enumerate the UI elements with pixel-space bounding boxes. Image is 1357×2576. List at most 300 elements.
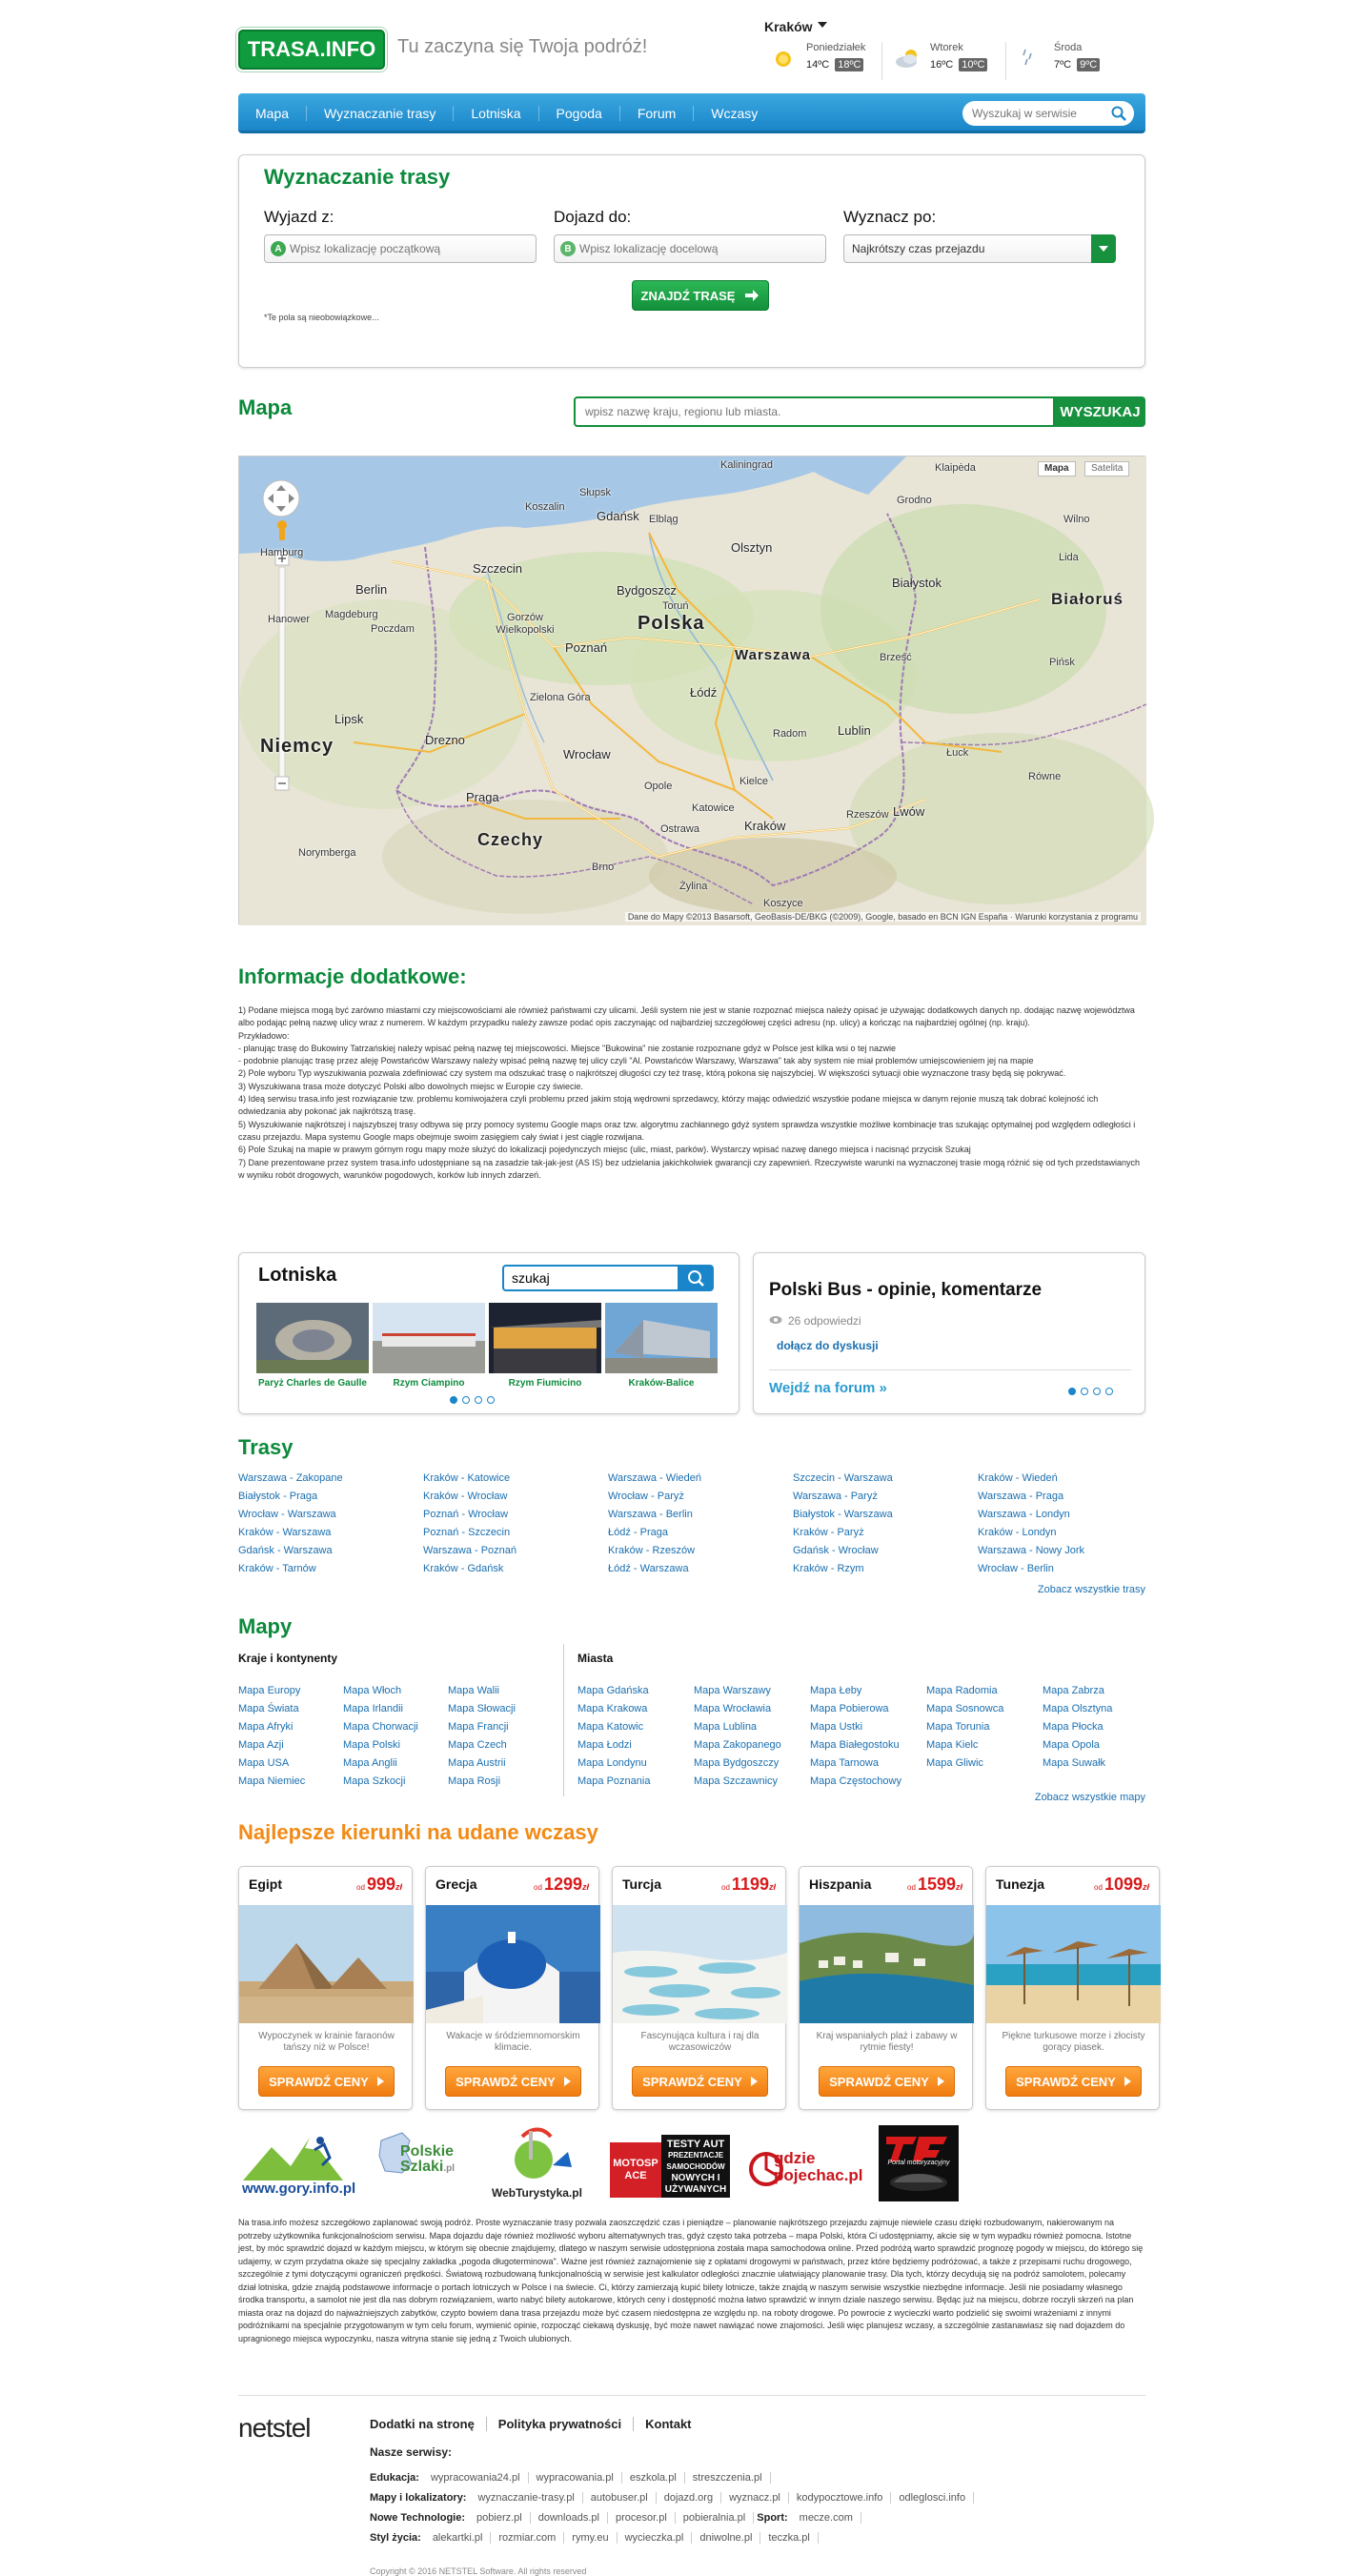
price-currency: zł bbox=[395, 1882, 402, 1892]
price-prefix: od bbox=[907, 1883, 916, 1892]
airport-photo bbox=[256, 1303, 369, 1373]
price-value: 1299 bbox=[543, 1875, 582, 1894]
map-link[interactable]: Mapa Sosnowca bbox=[926, 1703, 1004, 1714]
service-group bbox=[757, 2512, 861, 2524]
info-line: 5) Wyszukiwanie najkrótszej i najszybszej trasy odbywa się przy pomocy systemu Google maps oraz tzw. algorytmu zachłannego gdyż system sprawdza wszystkie możliwe kombinacje tras szukając optymalnej pod względem odległości i czasu przejazdu. Mapa systemu Google maps obejmuje swoim zasięgiem cały świat i jest ciągle rozwijana. bbox=[238, 1119, 1136, 1142]
route-link[interactable]: Poznań - Szczecin bbox=[423, 1527, 511, 1538]
map-link[interactable]: Mapa Suwałk bbox=[1043, 1757, 1106, 1769]
service-group-label: Nowe Technologie: bbox=[370, 2512, 466, 2524]
destination-photo bbox=[800, 1905, 974, 2023]
map-attribution: Dane do Mapy ©2013 Basarsoft, GeoBasis-DE/BKG (©2009), Google, basado en BCN IGN España · Warunki korzystania z programu bbox=[625, 912, 1141, 922]
szlaki-logo-text bbox=[400, 2144, 467, 2177]
map-link[interactable]: Mapa Irlandii bbox=[343, 1703, 403, 1714]
partner-logo-motospace[interactable] bbox=[610, 2123, 730, 2203]
map-label-city: Żylina bbox=[679, 881, 708, 892]
destination-price bbox=[907, 1875, 962, 1895]
route-link[interactable]: Poznań - Wrocław bbox=[423, 1509, 509, 1520]
check-prices-label: SPRAWDŹ CENY bbox=[642, 2074, 742, 2089]
services-list bbox=[370, 2468, 1094, 2548]
map-label-city: Klaipėda bbox=[935, 462, 976, 474]
webturystyka-logo-text: WebTurystyka.pl bbox=[492, 2186, 582, 2200]
routes-column bbox=[238, 1470, 410, 1578]
map-link[interactable]: Mapa Bydgoszczy bbox=[694, 1757, 780, 1769]
route-link[interactable]: Warszawa - Praga bbox=[978, 1491, 1064, 1502]
carousel-dot[interactable] bbox=[462, 1396, 470, 1404]
map-label-city: Praga bbox=[466, 790, 499, 804]
destinations-title: Najlepsze kierunki na udane wczasy bbox=[238, 1820, 598, 1844]
partner-logo-motoportal[interactable] bbox=[879, 2123, 959, 2203]
destination-price bbox=[356, 1875, 402, 1895]
airports-search-button[interactable] bbox=[679, 1265, 714, 1291]
play-icon bbox=[377, 2077, 384, 2086]
route-mode-select[interactable] bbox=[843, 234, 1116, 263]
map-label-city: Opole bbox=[644, 781, 673, 792]
check-prices-label: SPRAWDŹ CENY bbox=[456, 2074, 556, 2089]
info-line: 6) Pole Szukaj na mapie w prawym górnym rogu mapy może służyć do lokalizacji pojedynczych miejsc (ulic, miast, parków). Wystarczy wpisać nazwę danego miejsca i nacisnąć przycisk Szukaj bbox=[238, 1145, 971, 1155]
destination-card bbox=[799, 1866, 973, 2110]
map-link[interactable]: Mapa Warszawy bbox=[694, 1685, 771, 1696]
arrow-right-icon bbox=[744, 289, 760, 302]
carousel-dot[interactable] bbox=[1105, 1388, 1113, 1395]
routes-column bbox=[423, 1470, 595, 1578]
weather-day-name: Środa bbox=[1054, 42, 1083, 53]
map-label-city: Lipsk bbox=[334, 712, 364, 726]
route-link[interactable]: Białystok - Praga bbox=[238, 1491, 318, 1502]
route-link[interactable]: Kraków - Londyn bbox=[978, 1527, 1057, 1538]
route-link[interactable]: Warszawa - Berlin bbox=[608, 1509, 693, 1520]
destination-photo bbox=[239, 1905, 414, 2023]
partner-logo-webturystyka[interactable] bbox=[484, 2123, 589, 2203]
map-label-city: Koszalin bbox=[525, 501, 565, 513]
route-link[interactable]: Kraków - Katowice bbox=[423, 1472, 511, 1484]
map-link[interactable]: Mapa Płocka bbox=[1043, 1721, 1104, 1733]
map-link[interactable]: Mapa Szczawnicy bbox=[694, 1775, 779, 1787]
price-value: 1199 bbox=[731, 1875, 769, 1894]
route-link[interactable]: Łódź - Praga bbox=[608, 1527, 668, 1538]
route-link[interactable]: Wrocław - Paryż bbox=[608, 1491, 684, 1502]
service-link[interactable]: dojazd.org bbox=[657, 2492, 721, 2504]
map-link[interactable]: Mapa Gdańska bbox=[577, 1685, 649, 1696]
map-label-city: Pińsk bbox=[1049, 657, 1075, 668]
airport-card[interactable] bbox=[373, 1303, 485, 1389]
weather-city-select[interactable] bbox=[764, 19, 827, 34]
footer-link-kontakt[interactable]: Kontakt bbox=[645, 2417, 692, 2431]
weather-temp-day: 16ºC bbox=[930, 59, 954, 71]
route-link[interactable]: Warszawa - Londyn bbox=[978, 1509, 1070, 1520]
nav-item-forum[interactable]: Forum bbox=[620, 106, 694, 121]
gdziepojechac-logo-text bbox=[774, 2150, 863, 2184]
route-link[interactable]: Gdańsk - Warszawa bbox=[238, 1545, 333, 1556]
map-link[interactable]: Mapa Europy bbox=[238, 1685, 301, 1696]
price-currency: zł bbox=[1142, 1882, 1149, 1892]
destination-price bbox=[534, 1875, 589, 1895]
forum-topic-title[interactable]: Polski Bus - opinie, komentarze bbox=[769, 1280, 1043, 1300]
testy-line: UŻYWANYCH bbox=[664, 2184, 727, 2195]
sun-icon bbox=[770, 46, 799, 71]
route-link[interactable]: Kraków - Paryż bbox=[793, 1527, 864, 1538]
map-link[interactable]: Mapa Zabrza bbox=[1043, 1685, 1104, 1696]
weather-temp-day: 7ºC bbox=[1054, 59, 1072, 71]
route-link[interactable]: Kraków - Wrocław bbox=[423, 1491, 508, 1502]
testy-aut-logo bbox=[661, 2135, 730, 2198]
map-link[interactable]: Mapa Zakopanego bbox=[694, 1739, 781, 1751]
eye-icon bbox=[769, 1315, 782, 1325]
play-icon bbox=[938, 2077, 944, 2086]
service-group-label: Styl życia: bbox=[370, 2532, 421, 2544]
map-link[interactable]: Mapa Francji bbox=[448, 1721, 509, 1733]
route-link[interactable]: Łódź - Warszawa bbox=[608, 1563, 689, 1574]
destination-name: Turcja bbox=[622, 1876, 661, 1892]
carousel-dot[interactable] bbox=[475, 1396, 482, 1404]
route-link[interactable]: Warszawa - Paryż bbox=[793, 1491, 878, 1502]
map-link[interactable]: Mapa Azji bbox=[238, 1739, 284, 1751]
map-link[interactable]: Mapa Chorwacji bbox=[343, 1721, 418, 1733]
search-icon[interactable] bbox=[1110, 105, 1127, 122]
route-link[interactable]: Warszawa - Nowy Jork bbox=[978, 1545, 1085, 1556]
szlaki-logo-suffix: .pl bbox=[443, 2163, 456, 2174]
info-line: 4) Ideą serwisu trasa.info jest rozwiązanie tzw. problemu komiwojażera czyli problemu przed jakim stoją wędrowni sprzedawcy, którzy mając odwiedzić wszystkie podane miejsca w danym rejonie muszą tak dobrać kolejność ich odwiedzania aby pokonać jak najkrótszą trasę. bbox=[238, 1094, 1099, 1117]
maps-continents-column bbox=[343, 1682, 448, 1791]
map-link[interactable]: Mapa Rosji bbox=[448, 1775, 501, 1787]
map-label-city: Berlin bbox=[355, 582, 388, 597]
destination-desc: Piękne turkusowe morze i złocisty gorący piasek. bbox=[1002, 2031, 1145, 2053]
price-currency: zł bbox=[768, 1882, 776, 1892]
route-link[interactable]: Kraków - Tarnów bbox=[238, 1563, 316, 1574]
airport-name: Paryż Charles de Gaulle bbox=[258, 1378, 367, 1389]
forum-reply-count: 26 odpowiedzi bbox=[788, 1314, 861, 1328]
map-type-satellite-button[interactable]: Satelita bbox=[1084, 461, 1129, 477]
check-prices-button[interactable] bbox=[445, 2066, 581, 2097]
destination-price bbox=[721, 1875, 776, 1895]
map-label-city: Ostrawa bbox=[660, 823, 699, 835]
service-link[interactable]: wypracowania.pl bbox=[529, 2472, 622, 2484]
destination-card bbox=[985, 1866, 1160, 2110]
service-link[interactable]: odleglosci.info bbox=[891, 2492, 974, 2504]
szlaki-logo-name: Polskie Szlaki bbox=[400, 2143, 455, 2175]
map-link[interactable]: Mapa Krakowa bbox=[577, 1703, 648, 1714]
footer-link-polityka[interactable]: Polityka prywatności bbox=[487, 2417, 634, 2431]
carousel-dot[interactable] bbox=[450, 1396, 457, 1404]
map-label-city: Łódź bbox=[690, 685, 718, 700]
forum-go-link[interactable]: Wejdź na forum » bbox=[769, 1380, 887, 1396]
map-label-city: Słupsk bbox=[579, 487, 612, 498]
map-label-country: Niemcy bbox=[260, 736, 334, 757]
nav-item-wyznaczanie-trasy[interactable]: Wyznaczanie trasy bbox=[307, 106, 454, 121]
check-prices-label: SPRAWDŹ CENY bbox=[829, 2074, 929, 2089]
destination-photo bbox=[426, 1905, 600, 2023]
nav-item-lotniska[interactable]: Lotniska bbox=[454, 106, 538, 121]
map-link[interactable]: Mapa Opola bbox=[1043, 1739, 1100, 1751]
partner-logo-gdziepojechac[interactable] bbox=[745, 2123, 863, 2203]
netstel-logo[interactable] bbox=[238, 2413, 335, 2444]
map-label-city: Toruń bbox=[662, 600, 689, 612]
map-link[interactable]: Mapa Niemiec bbox=[238, 1775, 306, 1787]
map-link[interactable]: Mapa Białegostoku bbox=[810, 1739, 900, 1751]
route-link[interactable]: Kraków - Rzym bbox=[793, 1563, 864, 1574]
map-link[interactable]: Mapa Walii bbox=[448, 1685, 499, 1696]
seo-text: Na trasa.info możesz szczegółowo zaplanować swoją podróż. Proste wyznaczanie trasy pozwala zaoszczędzić czas i pieniądze – planowanie najkrótszego przejazdu zajmuje niewiele czasu dzięki rozbudowanym, nakierowanym na potrzeby użytkownika funkcjonalnościom serwisu. Mapa dojazdu daje również możliwość wyboru alternatywnych tras, gdyż często taka potrzeba – mapa Polski, która Ci udostępniamy, akcie się w tym wypadku również pomocna. Istotne jest, by móc sprawdzić dojazd w każdym miejscu, w którym się obecnie znajdujemy, dlatego w naszym serwisie udostępniona została mapa samochodowa online. Przed podróżą warto sprawdzić prognozę pogody w miejscu, do którego się udajemy, w czym przydatna okaże się specjalny zakładka „pogoda długoterminowa". Ważne jest również zaznajomienie się z opłatami drogowymi w państwach, przez które będziemy podróżować, a także z przepisami ruchu drogowego, szczególnie z tymi dotyczącymi ograniczeń prędkości. Światową rozbudowaną funkcjonalnością w serwisie jest kalkulator odległości znacznie ułatwiający planowanie trasy. Dla tych, którzy decydują się na podróż samolotem, polecamy dział lotniska, gdzie znajdą podstawowe informacje o portach lotniczych w Polsce i na świecie. Ci, którzy zamierzają kupić bilety lotnicze, także znajdą w naszym serwisie wszystkie niezbędne informacje. Jeśli nie posiadamy własnego środka transportu, a samolot nie jest dla nas dobrym rozwiązaniem, warto nabyć bilety autokarowe, których ceny i dostępność można łatwo sprawdzić w innym dziale naszego serwisu. Będąc już na miejscu, dobrze roczyli skrzeń na plan miasta oraz na dojazd do najważniejszych zabytków, czypto bowiem dana trasa przejazdu może być czasem niedostępna ze względu np. na roboty drogowe. Po powrocie z wycieczki warto podzielić się swoimi wrażeniami z innymi podróżnikami na specjalnie przygotowanym w tym celu forum, wymienić opinie, rozpocząć ciekawą dyskusję, być może nawet nawiązać nowe znajomości. Jeśli więc planujesz wczasy, a szczególnie zastanawiasz się nad dojazdem do upragnionego miejsca wypoczynku, nasza witryna stanie się jedną z Twoich ulubionych. bbox=[238, 2218, 1144, 2343]
airport-photo bbox=[489, 1303, 601, 1373]
rain-icon bbox=[1018, 46, 1046, 71]
map-label-city: Białystok bbox=[892, 576, 942, 590]
service-link[interactable]: eszkola.pl bbox=[622, 2472, 685, 2484]
footer-links bbox=[370, 2417, 703, 2431]
map-link[interactable]: Mapa Afryki bbox=[238, 1721, 294, 1733]
service-group-label: Edukacja: bbox=[370, 2472, 419, 2484]
mode-label: Wyznacz po: bbox=[843, 208, 937, 226]
route-link[interactable]: Warszawa - Poznań bbox=[423, 1545, 517, 1556]
service-group bbox=[370, 2492, 974, 2504]
price-currency: zł bbox=[581, 1882, 589, 1892]
price-value: 1599 bbox=[917, 1875, 956, 1894]
map-label-city: Norymberga bbox=[298, 847, 356, 859]
service-link[interactable]: procesor.pl bbox=[608, 2512, 676, 2524]
marker-a-icon: A bbox=[271, 241, 286, 256]
map-label-city: Poznań bbox=[565, 640, 608, 655]
map-link[interactable]: Mapa Austrii bbox=[448, 1757, 506, 1769]
map-link[interactable]: Mapa Włoch bbox=[343, 1685, 402, 1696]
maps-cities-column bbox=[810, 1682, 915, 1791]
nav-item-mapa[interactable]: Mapa bbox=[238, 106, 307, 121]
map-link[interactable]: Mapa Ustki bbox=[810, 1721, 863, 1733]
carousel-dot[interactable] bbox=[1081, 1388, 1088, 1395]
check-prices-button[interactable] bbox=[632, 2066, 768, 2097]
weather-temp-night: 9ºC bbox=[1077, 58, 1100, 71]
partner-logo-szlaki[interactable] bbox=[374, 2123, 469, 2203]
route-link[interactable]: Gdańsk - Wrocław bbox=[793, 1545, 879, 1556]
route-link[interactable]: Wrocław - Berlin bbox=[978, 1563, 1054, 1574]
service-link[interactable]: autobuser.pl bbox=[583, 2492, 657, 2504]
service-link[interactable]: alekartki.pl bbox=[425, 2532, 492, 2544]
service-link[interactable]: pobierz.pl bbox=[469, 2512, 531, 2524]
info-line: 1) Podane miejsca mogą być zarówno miastami czy miejscowościami ale również państwami czy ulicami. Jeśli system nie jest w stanie rozpoznać miejsca należy opisać je używając dodatkowych danych np. dodając nazwę województwa albo podając pełną nazwę ulicy wraz z numerem. W każdym przypadku należy zawsze podać opis zaczynając od najbardziej szczegółowej części adresu (np. ulicy) a kończąc na najbardziej ogólnej (np. kraju). bbox=[238, 1005, 1135, 1028]
service-link[interactable]: mecze.com bbox=[792, 2512, 861, 2524]
price-value: 1099 bbox=[1104, 1875, 1143, 1894]
map-search-button[interactable]: WYSZUKAJ bbox=[1055, 396, 1145, 427]
map-label-city: Warszawa bbox=[735, 647, 811, 663]
route-mode-value: Najkrótszy czas przejazdu bbox=[852, 242, 985, 255]
map-label-city: Łuck bbox=[946, 747, 969, 759]
map-link[interactable]: Mapa Londynu bbox=[577, 1757, 647, 1769]
route-link[interactable]: Kraków - Wiedeń bbox=[978, 1472, 1058, 1484]
nav-item-wczasy[interactable]: Wczasy bbox=[711, 106, 759, 121]
service-link[interactable]: rozmiar.com bbox=[491, 2532, 564, 2544]
testy-line: PREZENTACJE bbox=[667, 2151, 724, 2160]
info-text bbox=[238, 1004, 1145, 1182]
find-route-label: ZNAJDŹ TRASĘ bbox=[640, 288, 736, 303]
destination-desc: Fascynująca kultura i raj dla wczasowiczów bbox=[640, 2031, 760, 2053]
play-icon bbox=[1124, 2077, 1131, 2086]
service-link[interactable]: wypracowania24.pl bbox=[423, 2472, 529, 2484]
footer-link-dodatki[interactable]: Dodatki na stronę bbox=[370, 2417, 487, 2431]
service-group-label: Sport: bbox=[757, 2512, 788, 2524]
service-link[interactable]: downloads.pl bbox=[531, 2512, 608, 2524]
forum-join-link[interactable]: dołącz do dyskusji bbox=[777, 1339, 879, 1352]
nav-item-pogoda[interactable]: Pogoda bbox=[539, 106, 620, 121]
map-link[interactable]: Mapa Łodzi bbox=[577, 1739, 632, 1751]
airport-card[interactable] bbox=[605, 1303, 718, 1389]
map-link[interactable]: Mapa Katowic bbox=[577, 1721, 644, 1733]
check-prices-button[interactable] bbox=[1005, 2066, 1142, 2097]
map-type-map-button[interactable]: Mapa bbox=[1038, 461, 1076, 477]
map-label-city: Kielce bbox=[739, 776, 768, 787]
maps-title: Mapy bbox=[238, 1614, 293, 1638]
destination-name: Grecja bbox=[435, 1876, 477, 1892]
map-link[interactable]: Mapa Olsztyna bbox=[1043, 1703, 1113, 1714]
all-routes-link[interactable]: Zobacz wszystkie trasy bbox=[1037, 1584, 1145, 1595]
site-search-input[interactable] bbox=[962, 101, 1134, 126]
info-line: Przykładowo: bbox=[238, 1030, 290, 1041]
carousel-dot[interactable] bbox=[487, 1396, 495, 1404]
price-value: 999 bbox=[366, 1875, 395, 1894]
maps-cities-column bbox=[1043, 1682, 1147, 1773]
map-link[interactable]: Mapa Tarnowa bbox=[810, 1757, 879, 1769]
maps-divider bbox=[563, 1644, 564, 1796]
destination-desc: Kraj wspaniałych plaż i zabawy w rytmie fiesty! bbox=[816, 2031, 958, 2053]
service-link[interactable]: streszczenia.pl bbox=[685, 2472, 771, 2484]
airport-card[interactable] bbox=[256, 1303, 369, 1389]
airports-search-input[interactable] bbox=[502, 1265, 679, 1291]
service-link[interactable]: kodypocztowe.info bbox=[789, 2492, 892, 2504]
service-link[interactable]: rymy.eu bbox=[564, 2532, 617, 2544]
map-label-city: Grodno bbox=[897, 495, 932, 506]
check-prices-button[interactable] bbox=[819, 2066, 955, 2097]
maps-cities-column bbox=[926, 1682, 1031, 1773]
map-label-city: Zielona Góra bbox=[530, 692, 591, 703]
route-link[interactable]: Kraków - Gdańsk bbox=[423, 1563, 504, 1574]
gory-logo-text: www.gory.info.pl bbox=[242, 2180, 356, 2197]
check-prices-label: SPRAWDŹ CENY bbox=[1016, 2074, 1116, 2089]
all-maps-link[interactable]: Zobacz wszystkie mapy bbox=[1034, 1792, 1145, 1803]
map-link[interactable]: Mapa Pobierowa bbox=[810, 1703, 889, 1714]
motoportal-logo-text: Portal motoryzacyjny bbox=[887, 2160, 950, 2166]
route-link[interactable]: Wrocław - Warszawa bbox=[238, 1509, 336, 1520]
map-link[interactable]: Mapa Szkocji bbox=[343, 1775, 406, 1787]
price-prefix: od bbox=[534, 1883, 542, 1892]
weather-temp-night: 18ºC bbox=[835, 58, 863, 71]
find-route-button[interactable] bbox=[632, 280, 769, 311]
destination-card bbox=[238, 1866, 413, 2110]
testy-line: NOWYCH I bbox=[671, 2173, 720, 2183]
service-link[interactable]: pobieralnia.pl bbox=[676, 2512, 754, 2524]
service-link[interactable]: dniwolne.pl bbox=[692, 2532, 760, 2544]
routes-column bbox=[978, 1470, 1149, 1578]
route-link[interactable]: Warszawa - Zakopane bbox=[238, 1472, 343, 1484]
airport-photo bbox=[605, 1303, 718, 1373]
map-link[interactable]: Mapa Słowacji bbox=[448, 1703, 516, 1714]
info-line: 7) Dane prezentowane przez system trasa.info udostępniane są na zasadzie tak-jak-jest (AS IS) bez udzielania jakichkolwiek gwarancji czy zapewnień. Rzeczywiste warunki na wyznaczonej trasie mogą różnić się od tych przedstawianych w wyniku robót drogowych, warunków pogodowych, korków lub innych zdarzeń. bbox=[238, 1157, 1140, 1180]
map-link[interactable]: Mapa Świata bbox=[238, 1703, 299, 1714]
airport-name: Kraków-Balice bbox=[628, 1378, 695, 1389]
map-label-city: Bydgoszcz bbox=[617, 583, 677, 598]
map-link[interactable]: Mapa Polski bbox=[343, 1739, 400, 1751]
map-link[interactable]: Mapa Lublina bbox=[694, 1721, 758, 1733]
map-label-city: Brześć bbox=[880, 652, 912, 663]
maps-cities-label: Miasta bbox=[577, 1652, 614, 1665]
weather-day bbox=[1018, 42, 1142, 76]
weather-city: Kraków bbox=[764, 19, 813, 34]
destination-name: Hiszpania bbox=[809, 1876, 872, 1892]
carousel-dot[interactable] bbox=[1068, 1388, 1076, 1395]
route-link[interactable]: Kraków - Rzeszów bbox=[608, 1545, 696, 1556]
info-line: 2) Pole wyboru Typ wyszukiwania pozwala zdefiniować czy system ma odszukać trasę o najkrótszej długości czy też trasę, którą pokona się najszybciej. W większości sytuacji obie wyznaczone trasy będą się pokrywać. bbox=[238, 1068, 1066, 1079]
map-link[interactable]: Mapa Poznania bbox=[577, 1775, 651, 1787]
airport-name: Rzym Fiumicino bbox=[508, 1378, 582, 1389]
map-label-country: Polska bbox=[638, 613, 705, 634]
carousel-dot[interactable] bbox=[1093, 1388, 1101, 1395]
partly-cloudy-icon bbox=[894, 46, 922, 71]
map-link[interactable]: Mapa Wrocławia bbox=[694, 1703, 772, 1714]
service-link[interactable]: wyznaczanie-trasy.pl bbox=[470, 2492, 582, 2504]
service-group bbox=[370, 2532, 819, 2544]
map-label-city: Lublin bbox=[838, 723, 871, 738]
service-group bbox=[370, 2472, 771, 2484]
from-input[interactable] bbox=[290, 235, 533, 262]
map-link[interactable]: Mapa Torunia bbox=[926, 1721, 990, 1733]
map-label-city: Katowice bbox=[692, 802, 735, 814]
route-link[interactable]: Białystok - Warszawa bbox=[793, 1509, 893, 1520]
map-search-input[interactable] bbox=[574, 396, 1055, 427]
map-link[interactable]: Mapa Łeby bbox=[810, 1685, 862, 1696]
map-label-city: Hanower bbox=[268, 614, 311, 625]
map-link[interactable]: Mapa Częstochowy bbox=[810, 1775, 901, 1787]
weather-temp-day: 14ºC bbox=[806, 59, 830, 71]
route-link[interactable]: Szczecin - Warszawa bbox=[793, 1472, 893, 1484]
footer-divider bbox=[238, 2395, 1145, 2396]
play-icon bbox=[564, 2077, 571, 2086]
destination-photo bbox=[986, 1905, 1161, 2023]
map-label-city: Magdeburg bbox=[325, 609, 378, 620]
map-label-city: Hamburg bbox=[260, 547, 304, 558]
map-label-city: Elbląg bbox=[649, 514, 678, 525]
map-link[interactable]: Mapa USA bbox=[238, 1757, 290, 1769]
routes-column bbox=[608, 1470, 780, 1578]
map-canvas[interactable] bbox=[238, 456, 1145, 924]
service-link[interactable]: wyznacz.pl bbox=[721, 2492, 789, 2504]
marker-b-icon: B bbox=[560, 241, 576, 256]
forum-widget bbox=[753, 1252, 1145, 1414]
site-logo[interactable]: TRASA.INFO bbox=[238, 30, 385, 70]
map-label-city: Gdańsk bbox=[597, 509, 639, 523]
airport-card[interactable] bbox=[489, 1303, 601, 1389]
motospace-logo-text: MOTOSPACE bbox=[610, 2142, 661, 2198]
info-line: - podobnie planując trasę przez aleję Powstańców Warszawy należy wpisać pełną nazwę tej ulicy czyli "Al. Powstańców Warszawy, Warszawa" tak aby system nie miał problemów umiejscowieniem jej na mapie bbox=[238, 1056, 1034, 1066]
map-link[interactable]: Mapa Anglii bbox=[343, 1757, 397, 1769]
map-link[interactable]: Mapa Radomia bbox=[926, 1685, 998, 1696]
airports-carousel-dots bbox=[450, 1396, 495, 1404]
forum-divider bbox=[769, 1369, 1131, 1370]
service-link[interactable]: wycieczka.pl bbox=[618, 2532, 693, 2544]
maps-cities-column bbox=[577, 1682, 682, 1791]
route-link[interactable]: Kraków - Warszawa bbox=[238, 1527, 332, 1538]
destination-price bbox=[1094, 1875, 1149, 1895]
map-label-city: Wrocław bbox=[563, 747, 611, 761]
chevron-down-icon bbox=[818, 22, 827, 32]
service-link[interactable]: teczka.pl bbox=[760, 2532, 818, 2544]
destination-desc: Wypoczynek w krainie faraonów tańszy niż w Polsce! bbox=[258, 2031, 395, 2053]
map-label-city: Lwów bbox=[893, 804, 925, 819]
airport-photo bbox=[373, 1303, 485, 1373]
map-link[interactable]: Mapa Kielc bbox=[926, 1739, 979, 1751]
map-label-city: Równe bbox=[1028, 771, 1062, 782]
to-input[interactable] bbox=[579, 235, 822, 262]
route-link[interactable]: Warszawa - Wiedeń bbox=[608, 1472, 702, 1484]
map-link[interactable]: Mapa Czech bbox=[448, 1739, 507, 1751]
check-prices-button[interactable] bbox=[258, 2066, 395, 2097]
play-icon bbox=[751, 2077, 758, 2086]
map-link[interactable]: Mapa Gliwic bbox=[926, 1757, 983, 1769]
partner-logo-gory[interactable] bbox=[238, 2123, 357, 2203]
